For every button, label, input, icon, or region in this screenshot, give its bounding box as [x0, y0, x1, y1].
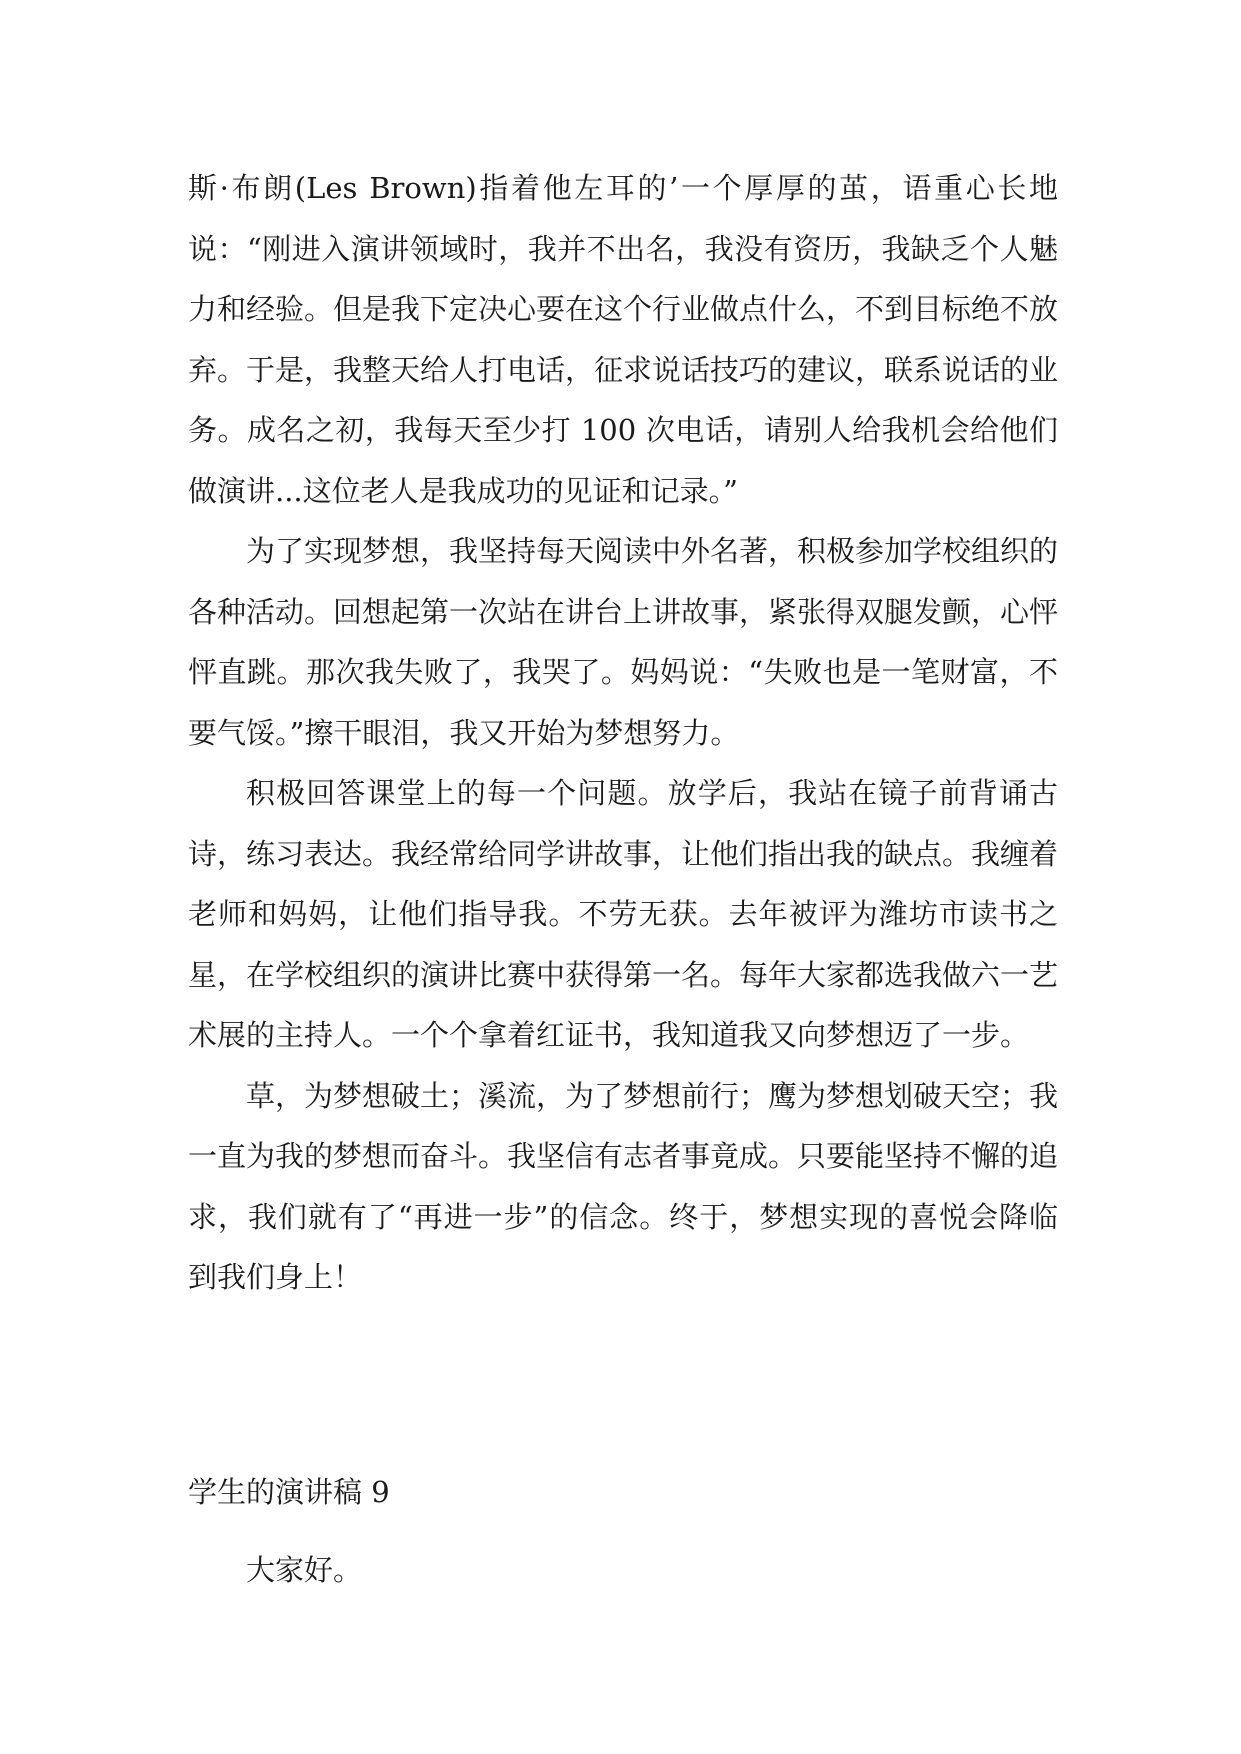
- paragraph-classroom: 积极回答课堂上的每一个问题。放学后，我站在镜子前背诵古诗，练习表达。我经常给同学讲故事，让他们指出我的缺点。我缠着老师和妈妈，让他们指导我。不劳无获。去年被评为潍坊市读书之星，在学校组织的演讲比赛中获得第一名。每年大家都选我做六一艺术展的主持人。一个个拿着红证书，我知道我又向梦想迈了一步。: [188, 776, 1059, 1052]
- paragraph-dream-practice: 为了实现梦想，我坚持每天阅读中外名著，积极参加学校组织的各种活动。回想起第一次站在讲台上讲故事，紧张得双腿发颤，心怦怦直跳。那次我失败了，我哭了。妈妈说：“失败也是一笔财富，不要气馁。”擦干眼泪，我又开始为梦想努力。: [188, 534, 1059, 750]
- section-heading: 学生的演讲稿 9: [188, 1475, 390, 1509]
- greeting-text: 大家好。: [246, 1553, 363, 1587]
- paragraph-continuation: 斯·布朗(Les Brown)指着他左耳的’一个厚厚的茧，语重心长地说：“刚进入演讲领域时，我并不出名，我没有资历，我缺乏个人魅力和经验。但是我下定决心要在这个行业做点什么，不到目标绝不放弃。于是，我整天给人打电话，征求说话技巧的建议，联系说话的业务。成名之初，我每天至少打 100 次电话，请别人给我机会给他们做演讲...这位老人是我成功的见证和记录。”: [188, 171, 1059, 508]
- body-text: [188, 158, 1058, 1308]
- paragraph-conclusion: 草，为梦想破土；溪流，为了梦想前行；鹰为梦想划破天空；我一直为我的梦想而奋斗。我坚信有志者事竟成。只要能坚持不懈的追求，我们就有了“再进一步”的信念。终于，梦想实现的喜悦会降临到我们身上！: [188, 1078, 1059, 1294]
